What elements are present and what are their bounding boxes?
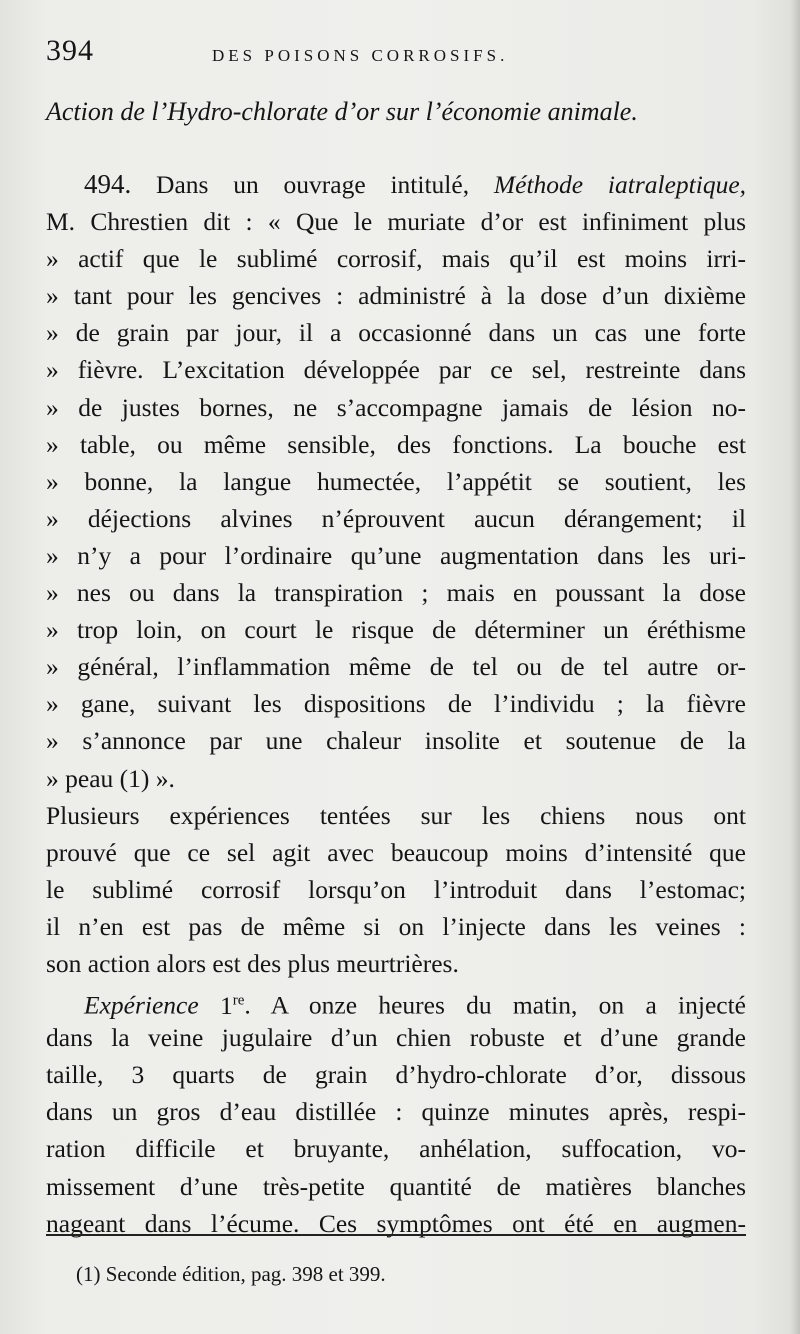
text-line: » nes ou dans la transpiration ; mais en poussant la dose bbox=[46, 578, 746, 608]
text-line: ration difficile et bruyante, anhélation, suffocation, vo- bbox=[46, 1134, 746, 1164]
page-edge-shadow bbox=[790, 0, 800, 1334]
text-line: dans un gros d’eau distillée : quinze minutes après, respi- bbox=[46, 1097, 746, 1127]
page-number: 394 bbox=[46, 34, 94, 67]
text-line: » gane, suivant les dispositions de l’individu ; la fièvre bbox=[46, 689, 746, 719]
ordinal-suffix: re bbox=[232, 992, 245, 1009]
text-line: M. Chrestien dit : « Que le muriate d’or est infiniment plus bbox=[46, 207, 746, 237]
text-line: » s’annonce par une chaleur insolite et soutenue de la bbox=[46, 726, 746, 756]
text-line: » fièvre. L’excitation développée par ce sel, restreinte dans bbox=[46, 355, 746, 385]
experience-ordinal: 1re bbox=[219, 990, 245, 1020]
running-head bbox=[46, 34, 756, 74]
text-line: » actif que le sublimé corrosif, mais qu’il est moins irri- bbox=[46, 244, 746, 274]
paragraph-494-first-line bbox=[46, 166, 746, 203]
book-title: Méthode iatraleptique, bbox=[493, 170, 747, 199]
text-line: taille, 3 quarts de grain d’hydro-chlorate d’or, dissous bbox=[46, 1060, 746, 1090]
text-line: le sublimé corrosif lorsqu’on l’introduit dans l’estomac; bbox=[46, 874, 746, 904]
experience-label: Expérience bbox=[84, 990, 199, 1020]
text-line: » tant pour les gencives : administré à la dose d’un dixième bbox=[46, 281, 746, 311]
text-line: » table, ou même sensible, des fonctions. La bouche est bbox=[46, 429, 746, 459]
text-line: dans la veine jugulaire d’un chien robuste et d’une grande bbox=[46, 1023, 746, 1053]
text-line-last: son action alors est des plus meurtrières. bbox=[46, 948, 459, 978]
text-line: » déjections alvines n’éprouvent aucun dérangement; il bbox=[46, 503, 746, 533]
text-line: » bonne, la langue humectée, l’appétit se soutient, les bbox=[46, 466, 746, 496]
text-line: prouvé que ce sel agit avec beaucoup moins d’intensité que bbox=[46, 837, 746, 867]
experience-1-first-line bbox=[46, 982, 746, 1019]
text-line: » n’y a pour l’ordinaire qu’une augmentation dans les uri- bbox=[46, 540, 746, 570]
section-heading: Action de l’Hydro-chlorate d’or sur l’économie animale. bbox=[46, 97, 638, 126]
text-line: missement d’une très-petite quantité de matières blanches bbox=[46, 1171, 746, 1201]
footnote-rule bbox=[46, 1234, 746, 1236]
paragraph-number: 494. bbox=[84, 169, 132, 199]
text-line: » général, l’inflammation même de tel ou de tel autre or- bbox=[46, 652, 746, 682]
body-text bbox=[46, 166, 746, 1242]
text-line: » de grain par jour, il a occasionné dans un cas une forte bbox=[46, 318, 746, 348]
text-line: » trop loin, on court le risque de déterminer un éréthisme bbox=[46, 615, 746, 645]
text-line: » de justes bornes, ne s’accompagne jamais de lésion no- bbox=[46, 392, 746, 422]
text-line: nageant dans l’écume. Ces symptômes ont été en augmen- bbox=[46, 1208, 746, 1238]
text-line: Plusieurs expériences tentées sur les chiens nous ont bbox=[46, 800, 746, 830]
running-title: DES POISONS CORROSIFS. bbox=[212, 46, 509, 65]
experience-first-line-rest: . A onze heures du matin, on a injecté bbox=[244, 990, 746, 1020]
footnote: (1) Seconde édition, pag. 398 et 399. bbox=[76, 1262, 386, 1286]
paragraph-lead: Dans un ouvrage intitulé, bbox=[156, 170, 470, 199]
text-line: il n’en est pas de même si on l’injecte dans les veines : bbox=[46, 911, 746, 941]
text-line-last: » peau (1) ». bbox=[46, 763, 175, 793]
